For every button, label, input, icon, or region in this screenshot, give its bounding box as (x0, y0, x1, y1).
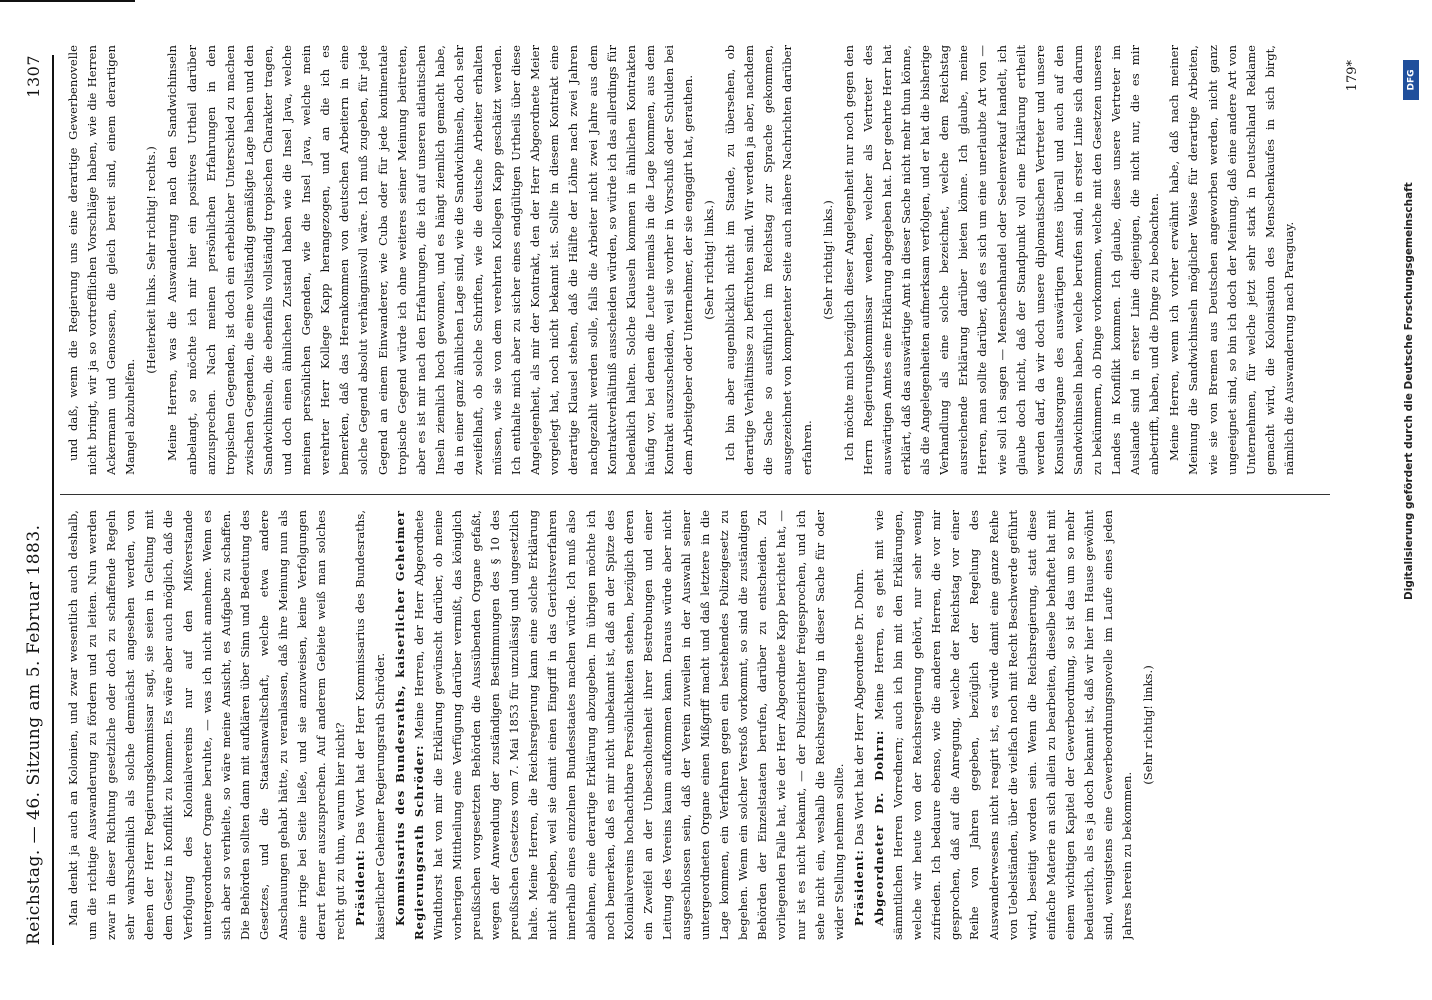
speaker-label: Kommissarius des Bundesraths, kaiserlicher Geheimer Regierungsrath Schröder: (392, 510, 426, 940)
dfg-credit-text: Digitalisierung gefördert durch die Deutsche Forschungsgemeinschaft (1403, 182, 1415, 600)
president-paragraph-2 (850, 510, 869, 940)
interjection: (Sehr richtig! links.) (1141, 665, 1156, 785)
paragraph: Meine Herren, was die Auswanderung nach den Sandwichinseln anbelangt, so möchte ich mir hier ein positives Urtheil darüber anzusprechen. Nach meinen persönlichen Erfahrungen in den tropischen Gegenden, ist doch ein erheblicher Unterschied zu machen zwischen Gegenden, die eine vollständig gemäßigte Lage haben und den Sandwichinseln, die ebenfalls vollständig tropischen Charakter tragen, und doch einen ähnlichen Zustand haben wie die Insel Java, welche meinen persönlichen Gegenden, wie die Insel Java, welche mein verehrter Herr Kollege Kapp herangezogen, und an die ich es bemerken, daß das Herankommen von deutschen Arbeitern in eine solche Gegend absolut verhängnisvoll wäre. Ich muß zugeben, für jede Gegend an einem Einwanderer, wie Cuba oder für jede kontinentale tropische Gegend würde ich ohne weiteres seiner Meinung beitreten, aber es ist mir nach den Erfahrungen, die ich auf unseren atlantischen Inseln ziemlich hoch gewonnen, und es hängt ziemlich gemacht habe, da in einer ganz ähnlichen Lage sind, wie die Sandwichinseln, doch sehr zweifelhaft, ob solche Schriften, wie die deutsche Arbeiter erhalten müssen, wie sie von dem verehrten Kollegen Kapp geschätzt werden. Ich enthalte mich aber zu sicher eines endgültigen Urtheils über diese Angelegenheit, als mir der Kontrakt, den der Herr Abgeordnete Meier vorgelegt hat, noch nicht bekannt ist. Sollte in diesem Kontrakt eine derartige Klausel stehen, daß die Hälfte der Löhne nach zwei Jahren nachgezahlt werden solle, falls die Arbeiter nicht zwei Jahre aus dem Kontraktverhältniß ausscheiden würden, so würde ich das allerdings für bedenklich halten. Solche Klauseln kommen in ähnlichen Kontrakten häufig vor, bei denen die Leute niemals in die Lage kommen, aus dem Kontrakt auszuscheiden, weil sie vorher in Vorschuß oder Schulden bei dem Arbeitgeber oder Unternehmer, der sie engagirt hat, gerathen. (165, 45, 695, 475)
paragraph: Meine Herren, wenn ich vorher erwähnt habe, daß nach meiner Meinung die Sandwichinseln möglicher Weise für derartige Arbeiten, wie sie von Bremen aus Deutschen angeworben werden, nicht ganz ungeeignet sind, so bin ich doch der Meinung, daß eine andere Art von Unternehmen, für welche jetzt sehr stark in Deutschland Reklame gemacht wird, die Kolonisation des Menschenkaufes in sich birgt, nämlich die Auswanderung nach Paraguay. (1167, 45, 1296, 475)
paragraph-text: Meine Herren, es geht mit wie sämmtlichen Herren Vorrednern; auch ich bin mit den Erklärungen, welche wir heute von der Reichsregierung gehört, nur sehr wenig zufrieden. Ich bedaure ebenso, wie die anderen Herren, die vor mir gesprochen, daß auf die Anregung, welche der Reichstag vor einer Reihe von Jahren gegeben, bezüglich der Regelung des Auswanderwesens nicht reagirt ist, es würde damit eine ganze Reihe von Uebelständen, über die vielfach noch mit Recht Beschwerde geführt wird, beseitigt worden sein. Wenn die Reichsregierung, statt diese einfache Materie an sich allein zu bearbeiten, dieselbe behaftet hat mit einem wichtigen Kapitel der Gewerbeordnung, so ist das um so mehr bedauerlich, als es ja doch bekannt ist, daß wir hier im Hause gewöhnt sind, wenigstens eine Gewerbeordnungsnovelle im Laufe eines jeden Jahres herein zu bekommen. (871, 510, 1135, 940)
interjection: (Sehr richtig! links.) (702, 200, 717, 320)
paragraph-text: Das Wort hat der Herr Abgeordnete Dr. Dohrn. (851, 568, 866, 846)
header-title: Reichstag. — 46. Sitzung am 5. Februar 1883. (24, 524, 44, 945)
right-column (64, 45, 1330, 475)
interjection: (Sehr richtig! links.) (820, 200, 835, 320)
dfg-logo: DFG (1403, 60, 1419, 100)
interjection: (Heiterkeit links. Sehr richtig! rechts.) (144, 146, 159, 374)
dohrn-paragraph (870, 510, 1137, 940)
page-header (18, 55, 54, 945)
president-paragraph (351, 510, 389, 940)
paragraph-text: Das Wort hat der Herr Kommissarius des Bundesraths, kaiserlicher Geheimer Regierungsrath Schröder. (353, 510, 387, 940)
commissar-paragraph (391, 510, 849, 940)
paragraph: Man denkt ja auch an Kolonien, und zwar wesentlich auch deshalb, um die richtige Auswanderung zu fördern und zu leiten. Nun werden zwar in dieser Richtung gesetzliche oder doch zu schaffende Regeln sehr wahrscheinlich als solche demnächst angesehen werden, von denen der Herr Regierungskommissar sagt, sie seien in Geltung mit dem Gesetz in Konflikt zu kommen. Es wäre aber auch möglich, daß die Verfolgung des Kolonialvereins nur auf den Mißverstande untergeordneter Organe beruhte, — was ich nicht annehme. Wenn es sich aber so verhielte, so wäre meine Ansicht, es Aufgabe zu schaffen. Die Behörden sollten dann mit aufklären über Sinn und Bedeutung des Gesetzes, und die Staatsanwaltschaft, welche etwa andere Anschauungen gehabt hätte, zu veranlassen, daß ihre Meinung nun als eine irrige bei Seite ließe, und sie anzuweisen, keine Verfolgungen derart ferner auszusprechen. Auf anderem Gebiete weiß man solches recht gut zu thun, warum hier nicht? (66, 510, 348, 940)
paragraph-text: Meine Herren, der Herr Abgeordnete Windthorst hat von mir die Erklärung gewünscht darüber, ob meine vorherigen Mittheilung eine Verfügung darüber vermißt, das königlich preußischen vorgesetzten Behörden die Aussübenden Organe gefaßt, wegen der Anwendung der zuständigen Bestimmungen des § 10 des preußischen Gesetzes vom 7. Mai 1853 für unzulässig und ungesetzlich halte. Meine Herren, die Reichsregierung kann eine solche Erklärung nicht abgeben, weil sie damit einen Eingriff in das Gerichtsverfahren innerhalb eines einzelnen Bundesstaates machen würde. Ich muß also ablehnen, eine derartige Erklärung abzugeben. Im übrigen möchte ich noch bemerken, daß es mir nicht unbekannt ist, daß an der Spitze des Kolonialvereins hochachtbare Persönlichkeiten stehen, bezüglich deren ein Zweifel an der Unbescholtenheit ihrer Bestrebungen und einer Leitung des Vereins kaum aufkommen kann. Daraus würde aber nicht ausgeschlossen sein, daß der Verein zuweilen in der Auswahl seiner untergeordneten Organe einen Mißgriff macht und daß letztere in die Lage kommen, ein Verfahren gegen ein bestehendes Polizeigesetz zu begehen. Wenn ein solcher Verstoß vorkommt, so sind die zuständigen Behörden der Einzelstaaten berufen, darüber zu entscheiden. Zu vorliegenden Falle hat, wie der Herr Abgeordnete Kapp berichtet hat, — nur ist es nicht bekannt, — der Polizeirichter freigesprochen, und ich sehe nicht ein, weshalb die Reichsregierung in dieser Sache für oder wider Stellung nehmen sollte. (411, 510, 846, 940)
speaker-label: Präsident: (353, 849, 368, 926)
page-number: 1307 (24, 55, 43, 98)
paragraph: Ich möchte mich bezüglich dieser Angelegenheit nur noch gegen den Herrn Regierungskommissar wenden, welcher als Vertreter des auswärtigen Amtes eine Erklärung abgegeben hat. Der geehrte Herr hat erklärt, daß das auswärtige Amt in dieser Sache nicht mehr thun könne, als die Angelegenheiten aufmerksam verfolgen, und er hat die bisherige Verhandlung als eine solche bezeichnet, welche dem Reichstag ausreichende Erklärung darüber bieten könne. Ich glaube, meine Herren, man sollte darüber, daß es sich um eine unerlaubte Art von — wie soll ich sagen — Menschenhandel oder Seelenverkauf handelt, ich glaube doch nicht, daß der Standpunkt voll eine Erklärung ertheilt werden darf, da wir doch unsere diplomatischen Vertreter und unsere Konsulatsorgane des auswärtigen Amtes überall und auch auf den Sandwichinseln haben, welche berufen sind, in erster Linie sich darum zu bekümmern, ob Dinge vorkommen, welche mit den Gesetzen unseres Landes in Konflikt kommen. Ich glaube, diese unsere Vertreter im Auslande sind in erster Linie diejenigen, die nicht nur, die es mir anbetrifft, haben, und die Dinge zu beobachten. (841, 45, 1162, 475)
paragraph: Ich bin aber augenblicklich nicht im Stande, zu übersehen, ob derartige Verhältnisse zu befürchten sind. Wir werden ja aber, nachdem die Sache so ausführlich im Reichstag zur Sprache gekommen, ausgezeichnet von kompetenter Seite auch nähere Nachrichten darüber erfahren. (723, 45, 814, 475)
paragraph: und daß, wenn die Regierung uns eine derartige Gewerbenovelle nicht bringt, wir ja so vortrefflichen Vorschläge haben, wie die Herren Ackermann und Genossen, die gleich bereit sind, einem derartigen Mangel abzuhelfen. (66, 45, 138, 475)
speaker-label: Abgeordneter Dr. Dohrn: (871, 729, 886, 926)
speaker-label: Präsident: (851, 849, 866, 926)
signature-mark: 179* (1345, 60, 1360, 92)
left-column (64, 510, 1330, 940)
column-divider (60, 494, 1330, 495)
